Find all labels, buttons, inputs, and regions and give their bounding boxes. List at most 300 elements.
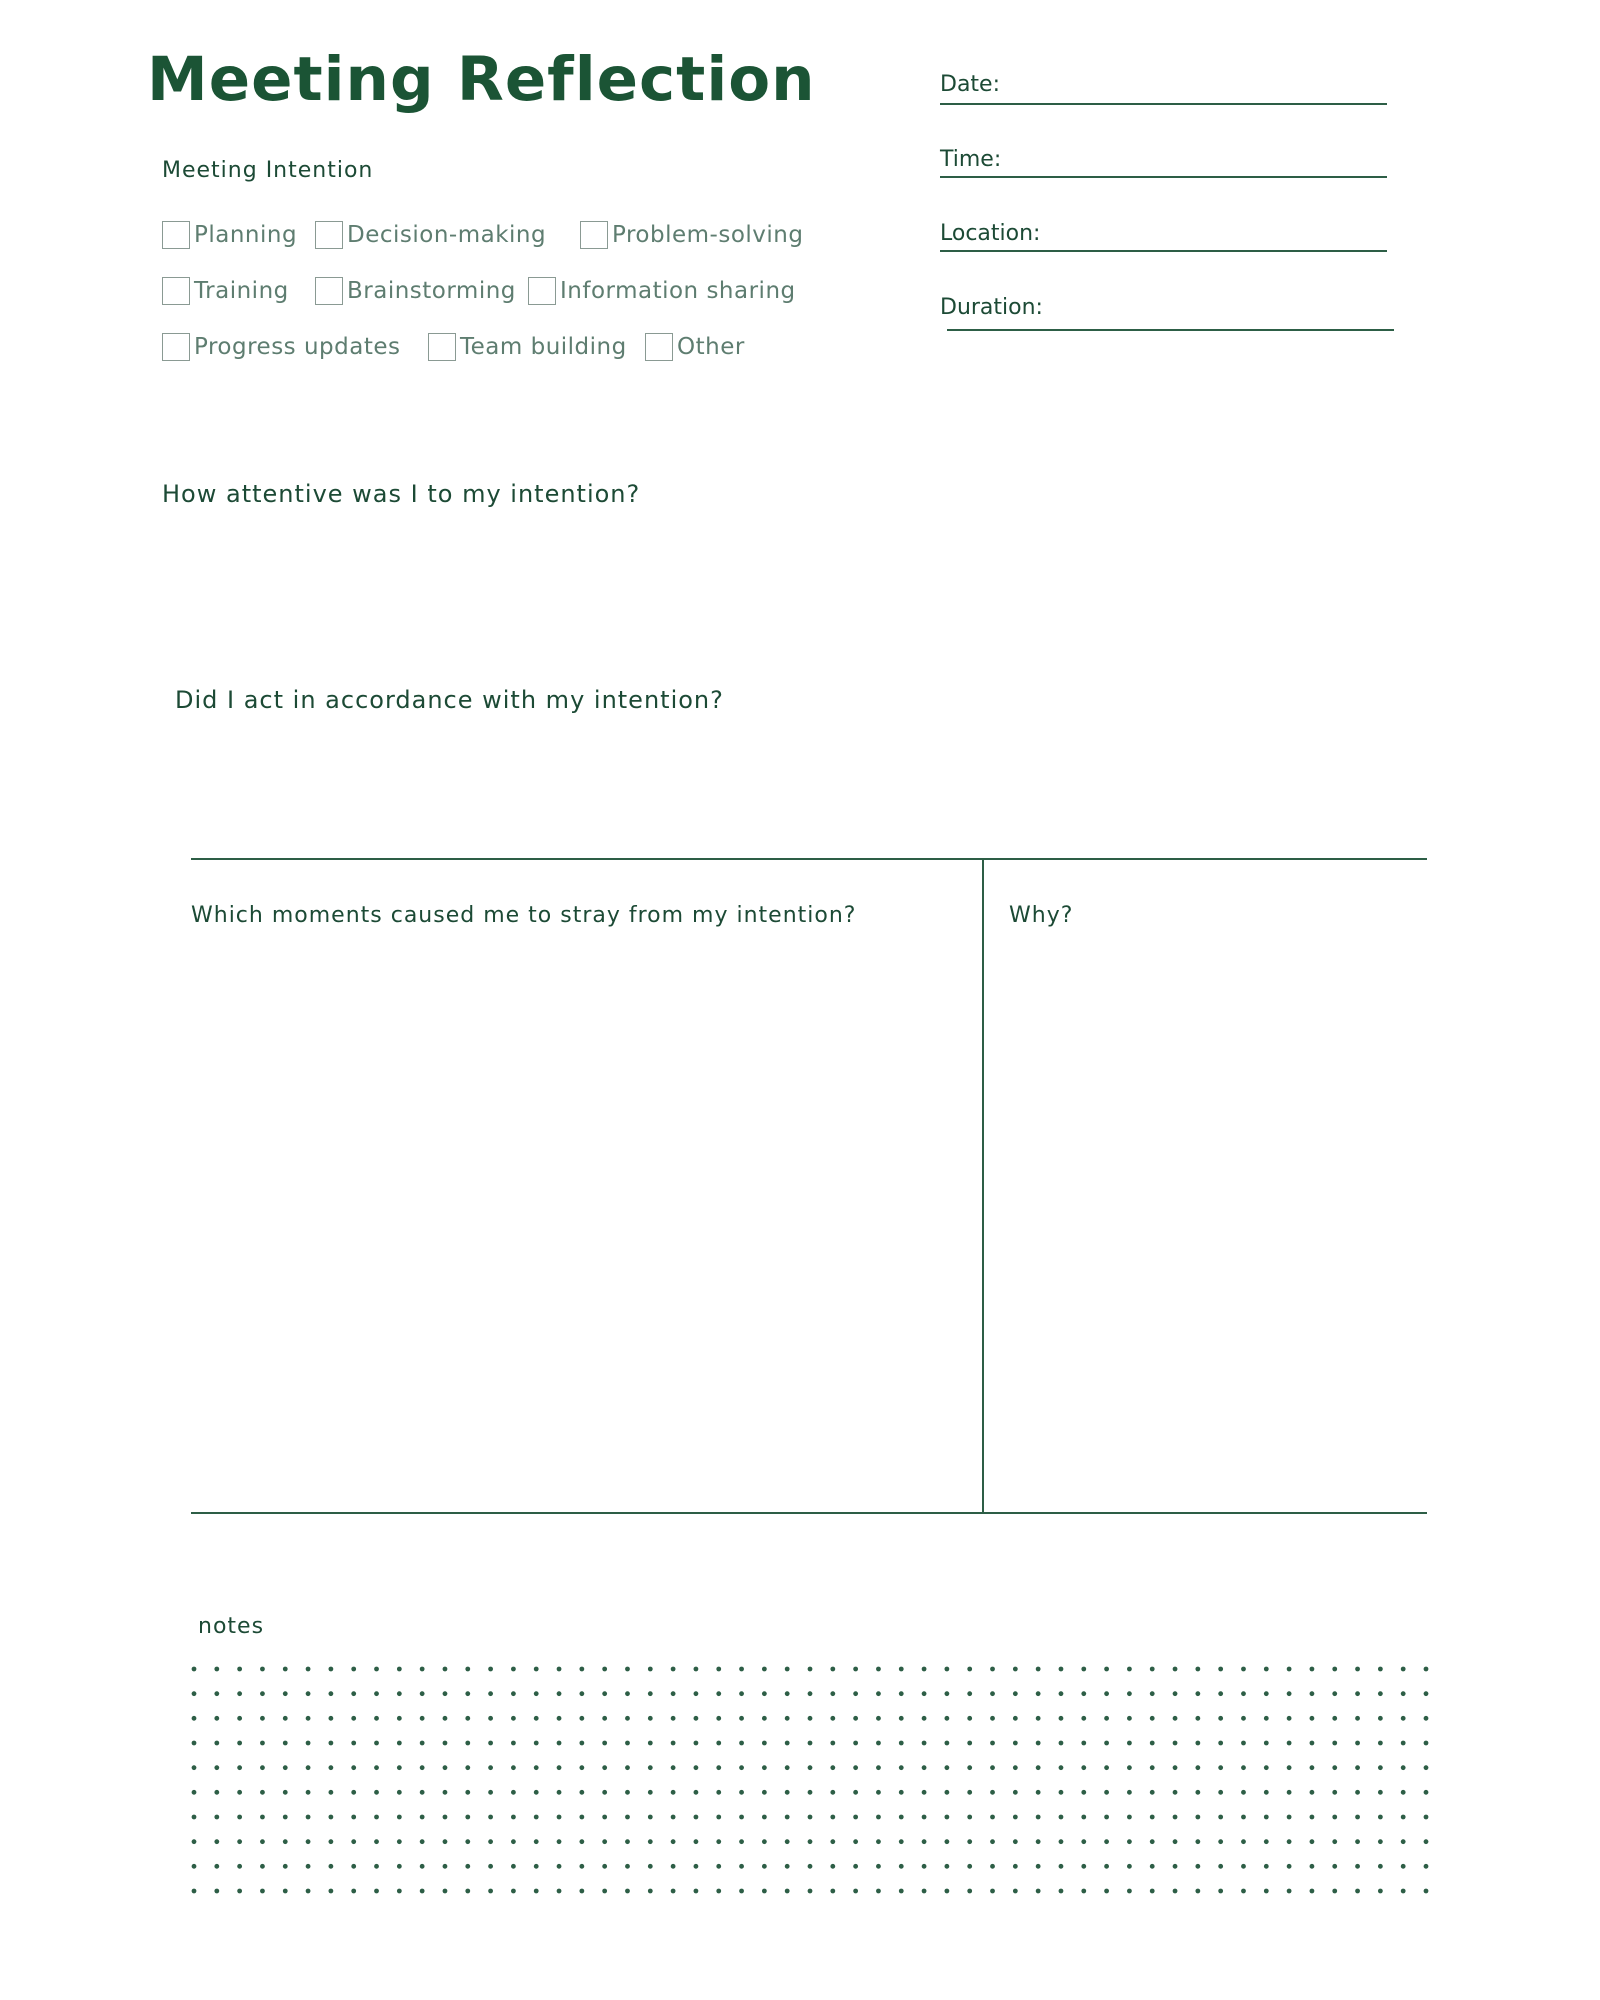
grid-dot [625,1864,630,1869]
grid-dot [853,1667,858,1672]
grid-dot [1013,1716,1018,1721]
grid-dot [1036,1667,1041,1672]
grid-dot [1036,1815,1041,1820]
grid-dot [808,1765,813,1770]
grid-dot [192,1716,197,1721]
grid-dot [1241,1889,1246,1894]
grid-dot [534,1839,539,1844]
grid-dot [306,1790,311,1795]
grid-dot [1013,1765,1018,1770]
grid-dot [648,1864,653,1869]
grid-dot [1104,1716,1109,1721]
grid-dot [351,1815,356,1820]
grid-dot [694,1691,699,1696]
grid-dot [260,1864,265,1869]
location-input-line[interactable] [940,250,1387,252]
grid-dot [488,1815,493,1820]
grid-dot [694,1667,699,1672]
duration-input-line[interactable] [947,329,1394,331]
grid-dot [625,1815,630,1820]
grid-dot [1195,1839,1200,1844]
grid-dot [420,1667,425,1672]
grid-dot [465,1667,470,1672]
grid-dot [899,1864,904,1869]
grid-dot [899,1765,904,1770]
grid-dot [283,1889,288,1894]
grid-dot [557,1815,562,1820]
grid-dot [922,1765,927,1770]
grid-dot [328,1691,333,1696]
grid-dot [214,1667,219,1672]
grid-dot [237,1815,242,1820]
grid-dot [1378,1716,1383,1721]
grid-dot [1036,1790,1041,1795]
grid-dot [511,1889,516,1894]
grid-dot [1310,1815,1315,1820]
grid-dot [785,1765,790,1770]
grid-dot [534,1716,539,1721]
grid-dot [762,1839,767,1844]
grid-dot [328,1889,333,1894]
checkbox-label: Other [677,334,745,360]
grid-dot [1287,1790,1292,1795]
grid-dot [579,1691,584,1696]
checkbox-box[interactable] [162,221,190,249]
grid-dot [1127,1691,1132,1696]
grid-dot [1218,1839,1223,1844]
grid-dot [648,1691,653,1696]
grid-dot [853,1691,858,1696]
grid-dot [1378,1765,1383,1770]
grid-dot [192,1667,197,1672]
grid-dot [671,1667,676,1672]
checkbox-box[interactable] [528,277,556,305]
grid-dot [1195,1691,1200,1696]
grid-dot [488,1741,493,1746]
grid-dot [1287,1741,1292,1746]
grid-dot [374,1691,379,1696]
grid-dot [602,1815,607,1820]
grid-dot [1104,1741,1109,1746]
grid-dot [739,1741,744,1746]
grid-dot [420,1691,425,1696]
grid-dot [762,1790,767,1795]
grid-dot [1378,1889,1383,1894]
grid-dot [1195,1790,1200,1795]
grid-dot [990,1691,995,1696]
grid-dot [899,1716,904,1721]
grid-dot [306,1815,311,1820]
table-bottom-border [191,1512,1427,1514]
checkbox-team-building[interactable] [428,331,627,363]
why-question: Why? [1009,903,1074,928]
grid-dot [237,1741,242,1746]
grid-dot [602,1889,607,1894]
grid-dot [716,1815,721,1820]
grid-dot [579,1839,584,1844]
date-label: Date: [940,72,1000,97]
grid-dot [1332,1667,1337,1672]
grid-dot [1310,1691,1315,1696]
grid-dot [648,1815,653,1820]
grid-dot [1287,1815,1292,1820]
grid-dot [443,1864,448,1869]
grid-dot [762,1765,767,1770]
grid-dot [1401,1815,1406,1820]
grid-dot [511,1864,516,1869]
grid-dot [830,1839,835,1844]
grid-dot [1104,1864,1109,1869]
grid-dot [1378,1667,1383,1672]
grid-dot [1059,1815,1064,1820]
grid-dot [1218,1667,1223,1672]
grid-dot [1401,1889,1406,1894]
notes-dot-grid[interactable] [190,1665,1430,1905]
grid-dot [306,1839,311,1844]
grid-dot [192,1741,197,1746]
grid-dot [1332,1691,1337,1696]
grid-dot [1218,1691,1223,1696]
grid-dot [1287,1864,1292,1869]
grid-dot [762,1815,767,1820]
grid-dot [602,1691,607,1696]
checkbox-box[interactable] [315,277,343,305]
grid-dot [1150,1691,1155,1696]
grid-dot [922,1691,927,1696]
grid-dot [192,1790,197,1795]
grid-dot [1332,1741,1337,1746]
grid-dot [922,1790,927,1795]
grid-dot [944,1741,949,1746]
grid-dot [1013,1889,1018,1894]
checkbox-problem-solving[interactable] [580,219,803,251]
grid-dot [1424,1716,1429,1721]
grid-dot [1173,1765,1178,1770]
grid-dot [671,1864,676,1869]
date-input-line[interactable] [940,103,1387,105]
grid-dot [1378,1691,1383,1696]
grid-dot [511,1741,516,1746]
grid-dot [306,1741,311,1746]
grid-dot [1264,1815,1269,1820]
grid-dot [488,1839,493,1844]
grid-dot [1059,1839,1064,1844]
grid-dot [922,1716,927,1721]
grid-dot [1059,1691,1064,1696]
grid-dot [808,1864,813,1869]
grid-dot [990,1790,995,1795]
grid-dot [511,1815,516,1820]
grid-dot [1241,1667,1246,1672]
checkbox-box[interactable] [428,333,456,361]
grid-dot [1195,1667,1200,1672]
checkbox-progress-updates[interactable] [162,331,401,363]
grid-dot [351,1741,356,1746]
grid-dot [283,1716,288,1721]
grid-dot [306,1667,311,1672]
grid-dot [694,1815,699,1820]
grid-dot [671,1741,676,1746]
grid-dot [899,1839,904,1844]
grid-dot [1173,1741,1178,1746]
grid-dot [853,1839,858,1844]
grid-dot [967,1839,972,1844]
grid-dot [785,1839,790,1844]
grid-dot [785,1667,790,1672]
grid-dot [260,1691,265,1696]
checkbox-training[interactable] [162,275,289,307]
grid-dot [944,1667,949,1672]
grid-dot [260,1839,265,1844]
grid-dot [1104,1790,1109,1795]
grid-dot [283,1790,288,1795]
grid-dot [465,1691,470,1696]
grid-dot [1401,1667,1406,1672]
grid-dot [808,1691,813,1696]
grid-dot [808,1667,813,1672]
grid-dot [237,1716,242,1721]
grid-dot [443,1839,448,1844]
grid-dot [1218,1765,1223,1770]
grid-dot [990,1889,995,1894]
grid-dot [1264,1741,1269,1746]
grid-dot [967,1765,972,1770]
grid-dot [967,1741,972,1746]
grid-dot [420,1790,425,1795]
grid-dot [762,1741,767,1746]
grid-dot [671,1765,676,1770]
checkbox-label: Training [194,278,289,304]
grid-dot [397,1790,402,1795]
grid-dot [283,1815,288,1820]
grid-dot [967,1790,972,1795]
grid-dot [1287,1716,1292,1721]
grid-dot [1150,1790,1155,1795]
grid-dot [351,1667,356,1672]
grid-dot [602,1667,607,1672]
grid-dot [785,1741,790,1746]
grid-dot [579,1765,584,1770]
grid-dot [944,1716,949,1721]
grid-dot [1195,1765,1200,1770]
page-title: Meeting Reflection [147,44,816,115]
grid-dot [260,1667,265,1672]
grid-dot [1036,1889,1041,1894]
checkbox-label: Decision-making [347,222,547,248]
grid-dot [694,1790,699,1795]
grid-dot [1173,1864,1178,1869]
grid-dot [1127,1889,1132,1894]
checkbox-box[interactable] [315,221,343,249]
grid-dot [1150,1716,1155,1721]
grid-dot [1424,1815,1429,1820]
checkbox-label: Team building [460,334,627,360]
grid-dot [488,1765,493,1770]
grid-dot [1218,1815,1223,1820]
grid-dot [1355,1691,1360,1696]
time-label: Time: [940,147,1002,172]
grid-dot [192,1864,197,1869]
grid-dot [488,1667,493,1672]
grid-dot [1332,1864,1337,1869]
grid-dot [351,1765,356,1770]
grid-dot [1355,1667,1360,1672]
grid-dot [830,1691,835,1696]
grid-dot [785,1691,790,1696]
checkbox-information-sharing[interactable] [528,275,796,307]
grid-dot [1424,1864,1429,1869]
grid-dot [876,1889,881,1894]
checkbox-other[interactable] [645,331,745,363]
grid-dot [716,1839,721,1844]
grid-dot [1310,1716,1315,1721]
grid-dot [671,1815,676,1820]
grid-dot [1332,1839,1337,1844]
grid-dot [1310,1889,1315,1894]
grid-dot [739,1667,744,1672]
grid-dot [1104,1815,1109,1820]
grid-dot [465,1765,470,1770]
grid-dot [739,1765,744,1770]
grid-dot [625,1667,630,1672]
grid-dot [214,1864,219,1869]
grid-dot [420,1839,425,1844]
grid-dot [922,1741,927,1746]
grid-dot [625,1765,630,1770]
grid-dot [1264,1889,1269,1894]
grid-dot [1218,1741,1223,1746]
grid-dot [739,1889,744,1894]
grid-dot [876,1815,881,1820]
grid-dot [739,1815,744,1820]
grid-dot [534,1667,539,1672]
grid-dot [214,1815,219,1820]
grid-dot [579,1716,584,1721]
grid-dot [511,1765,516,1770]
notes-label: notes [198,1614,265,1639]
grid-dot [306,1864,311,1869]
grid-dot [1150,1839,1155,1844]
grid-dot [1264,1691,1269,1696]
checkbox-planning[interactable] [162,219,297,251]
grid-dot [1127,1741,1132,1746]
checkbox-box[interactable] [162,333,190,361]
grid-dot [1150,1741,1155,1746]
grid-dot [716,1716,721,1721]
grid-dot [579,1815,584,1820]
grid-dot [374,1765,379,1770]
grid-dot [967,1691,972,1696]
grid-dot [465,1741,470,1746]
grid-dot [237,1691,242,1696]
grid-dot [808,1889,813,1894]
location-label: Location: [940,221,1041,246]
grid-dot [214,1790,219,1795]
checkbox-box[interactable] [645,333,673,361]
grid-dot [1241,1790,1246,1795]
grid-dot [762,1716,767,1721]
accordance-question: Did I act in accordance with my intention? [175,686,724,714]
grid-dot [876,1765,881,1770]
grid-dot [1081,1815,1086,1820]
grid-dot [944,1889,949,1894]
grid-dot [443,1790,448,1795]
grid-dot [1310,1839,1315,1844]
grid-dot [579,1864,584,1869]
grid-dot [1173,1691,1178,1696]
checkbox-decision-making[interactable] [315,219,546,251]
grid-dot [648,1839,653,1844]
grid-dot [1310,1765,1315,1770]
grid-dot [602,1864,607,1869]
grid-dot [808,1815,813,1820]
grid-dot [534,1790,539,1795]
grid-dot [1104,1667,1109,1672]
grid-dot [283,1864,288,1869]
grid-dot [1401,1839,1406,1844]
grid-dot [694,1716,699,1721]
grid-dot [488,1716,493,1721]
grid-dot [1173,1667,1178,1672]
grid-dot [1355,1741,1360,1746]
grid-dot [420,1889,425,1894]
grid-dot [1401,1741,1406,1746]
grid-dot [990,1716,995,1721]
grid-dot [1173,1889,1178,1894]
grid-dot [1195,1815,1200,1820]
grid-dot [1218,1864,1223,1869]
grid-dot [397,1815,402,1820]
grid-dot [534,1815,539,1820]
grid-dot [214,1691,219,1696]
grid-dot [328,1667,333,1672]
time-input-line[interactable] [940,176,1387,178]
grid-dot [648,1765,653,1770]
grid-dot [214,1741,219,1746]
grid-dot [579,1667,584,1672]
grid-dot [1355,1839,1360,1844]
checkbox-brainstorming[interactable] [315,275,516,307]
grid-dot [1036,1839,1041,1844]
grid-dot [1401,1864,1406,1869]
grid-dot [944,1790,949,1795]
grid-dot [899,1815,904,1820]
stray-moments-question: Which moments caused me to stray from my intention? [191,903,857,928]
grid-dot [534,1765,539,1770]
grid-dot [739,1691,744,1696]
grid-dot [397,1864,402,1869]
grid-dot [762,1864,767,1869]
grid-dot [557,1839,562,1844]
grid-dot [214,1889,219,1894]
table-top-border [191,858,1427,860]
grid-dot [1195,1864,1200,1869]
grid-dot [830,1667,835,1672]
grid-dot [306,1691,311,1696]
grid-dot [214,1765,219,1770]
grid-dot [762,1667,767,1672]
grid-dot [876,1864,881,1869]
checkbox-box[interactable] [580,221,608,249]
grid-dot [283,1691,288,1696]
grid-dot [830,1889,835,1894]
grid-dot [1036,1716,1041,1721]
grid-dot [990,1839,995,1844]
grid-dot [1332,1790,1337,1795]
grid-dot [557,1864,562,1869]
checkbox-box[interactable] [162,277,190,305]
grid-dot [944,1864,949,1869]
